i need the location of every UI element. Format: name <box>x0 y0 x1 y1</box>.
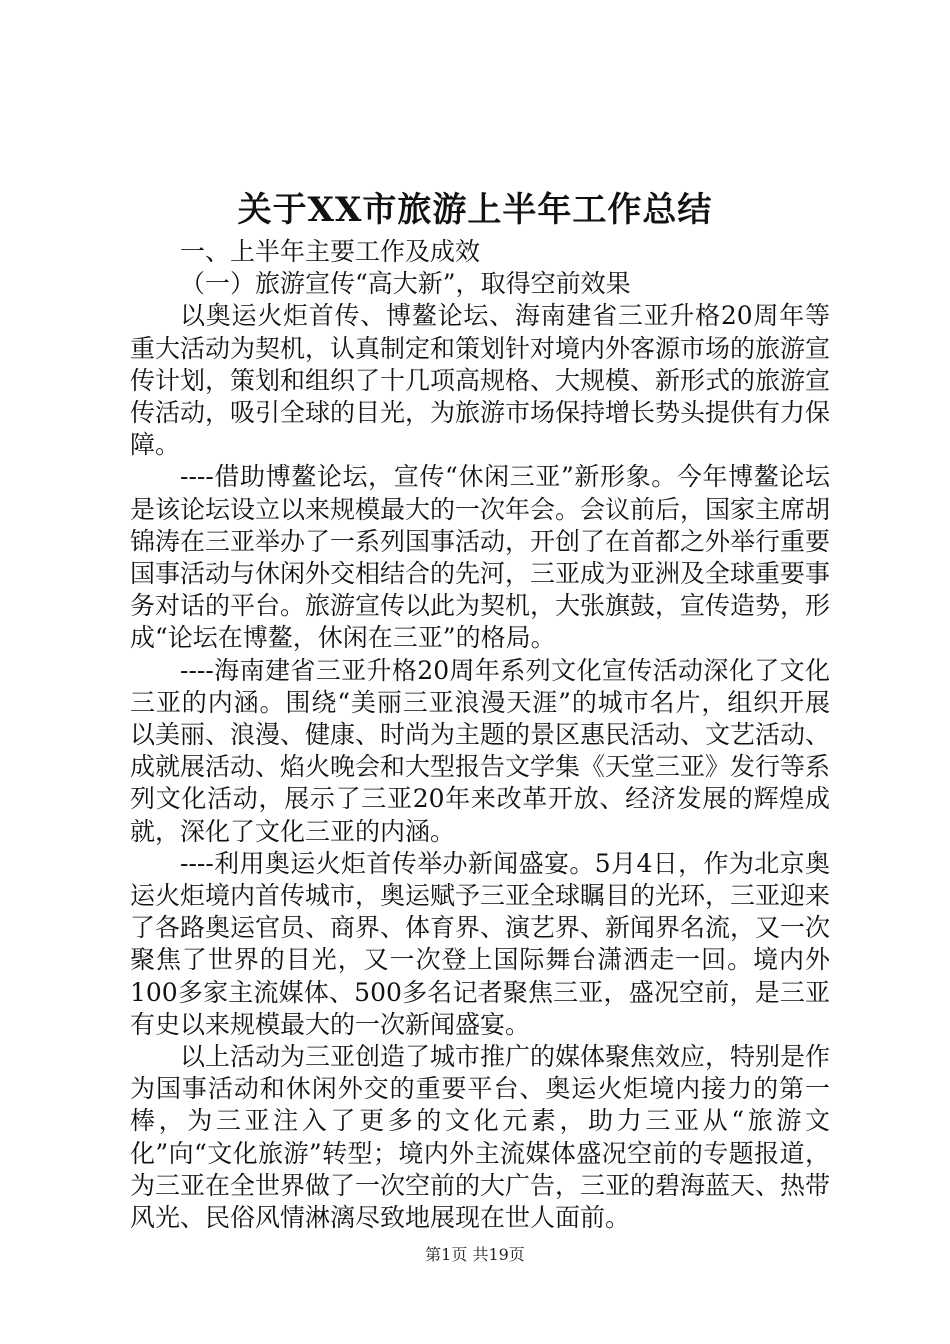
document-body <box>130 236 830 1234</box>
subsection-heading: （一）旅游宣传“高大新”，取得空前效果 <box>180 269 631 299</box>
section-heading: 一、上半年主要工作及成效 <box>180 237 481 266</box>
document-title: 关于XX市旅游上半年工作总结 <box>237 190 713 230</box>
paragraph-summary: 以上活动为三亚创造了城市推广的媒体聚焦效应，特别是作为国事活动和休闲外交的重要平台、奥运火炬境内接力的第一棒，为三亚注入了更多的文化元素，助力三亚从“旅游文化”向“文化旅游”转型；境内外主流媒体盛况空前的专题报道，为三亚在全世界做了一次空前的大广告，三亚的碧海蓝天、热带风光、民俗风情淋漓尽致地展现在世人面前。 <box>130 1042 831 1233</box>
paragraph-anniversary: ----海南建省三亚升格20周年系列文化宣传活动深化了文化三亚的内涵。围绕“美丽三亚浪漫天涯”的城市名片，组织开展以美丽、浪漫、健康、时尚为主题的景区惠民活动、文艺活动、成就展活动、焰火晚会和大型报告文学集《天堂三亚》发行等系列文化活动，展示了三亚20年来改革开放、经济发展的辉煌成就，深化了文化三亚的内涵。 <box>130 655 831 846</box>
page-footer: 第1页 共19页 <box>425 1245 525 1264</box>
paragraph-olympic-torch: ----利用奥运火炬首传举办新闻盛宴。5月4日，作为北京奥运火炬境内首传城市，奥运赋予三亚全球瞩目的光环，三亚迎来了各路奥运官员、商界、体育界、演艺界、新闻界名流，又一次聚焦了世界的目光，又一次登上国际舞台潇洒走一回。境内外100多家主流媒体、500多名记者聚焦三亚，盛况空前，是三亚有史以来规模最大的一次新闻盛宴。 <box>130 848 831 1039</box>
paragraph-intro: 以奥运火炬首传、博鳌论坛、海南建省三亚升格20周年等重大活动为契机，认真制定和策划针对境内外客源市场的旅游宣传计划，策划和组织了十几项高规格、大规模、新形式的旅游宣传活动，吸引全球的目光，为旅游市场保持增长势头提供有力保障。 <box>130 301 831 460</box>
paragraph-boao-forum: ----借助博鳌论坛，宣传“休闲三亚”新形象。今年博鳌论坛是该论坛设立以来规模最大的一次年会。会议前后，国家主席胡锦涛在三亚举办了一系列国事活动，开创了在首都之外举行重要国事活动与休闲外交相结合的先河，三亚成为亚洲及全球重要事务对话的平台。旅游宣传以此为契机，大张旗鼓，宣传造势，形成“论坛在博鳌，休闲在三亚”的格局。 <box>130 462 831 653</box>
